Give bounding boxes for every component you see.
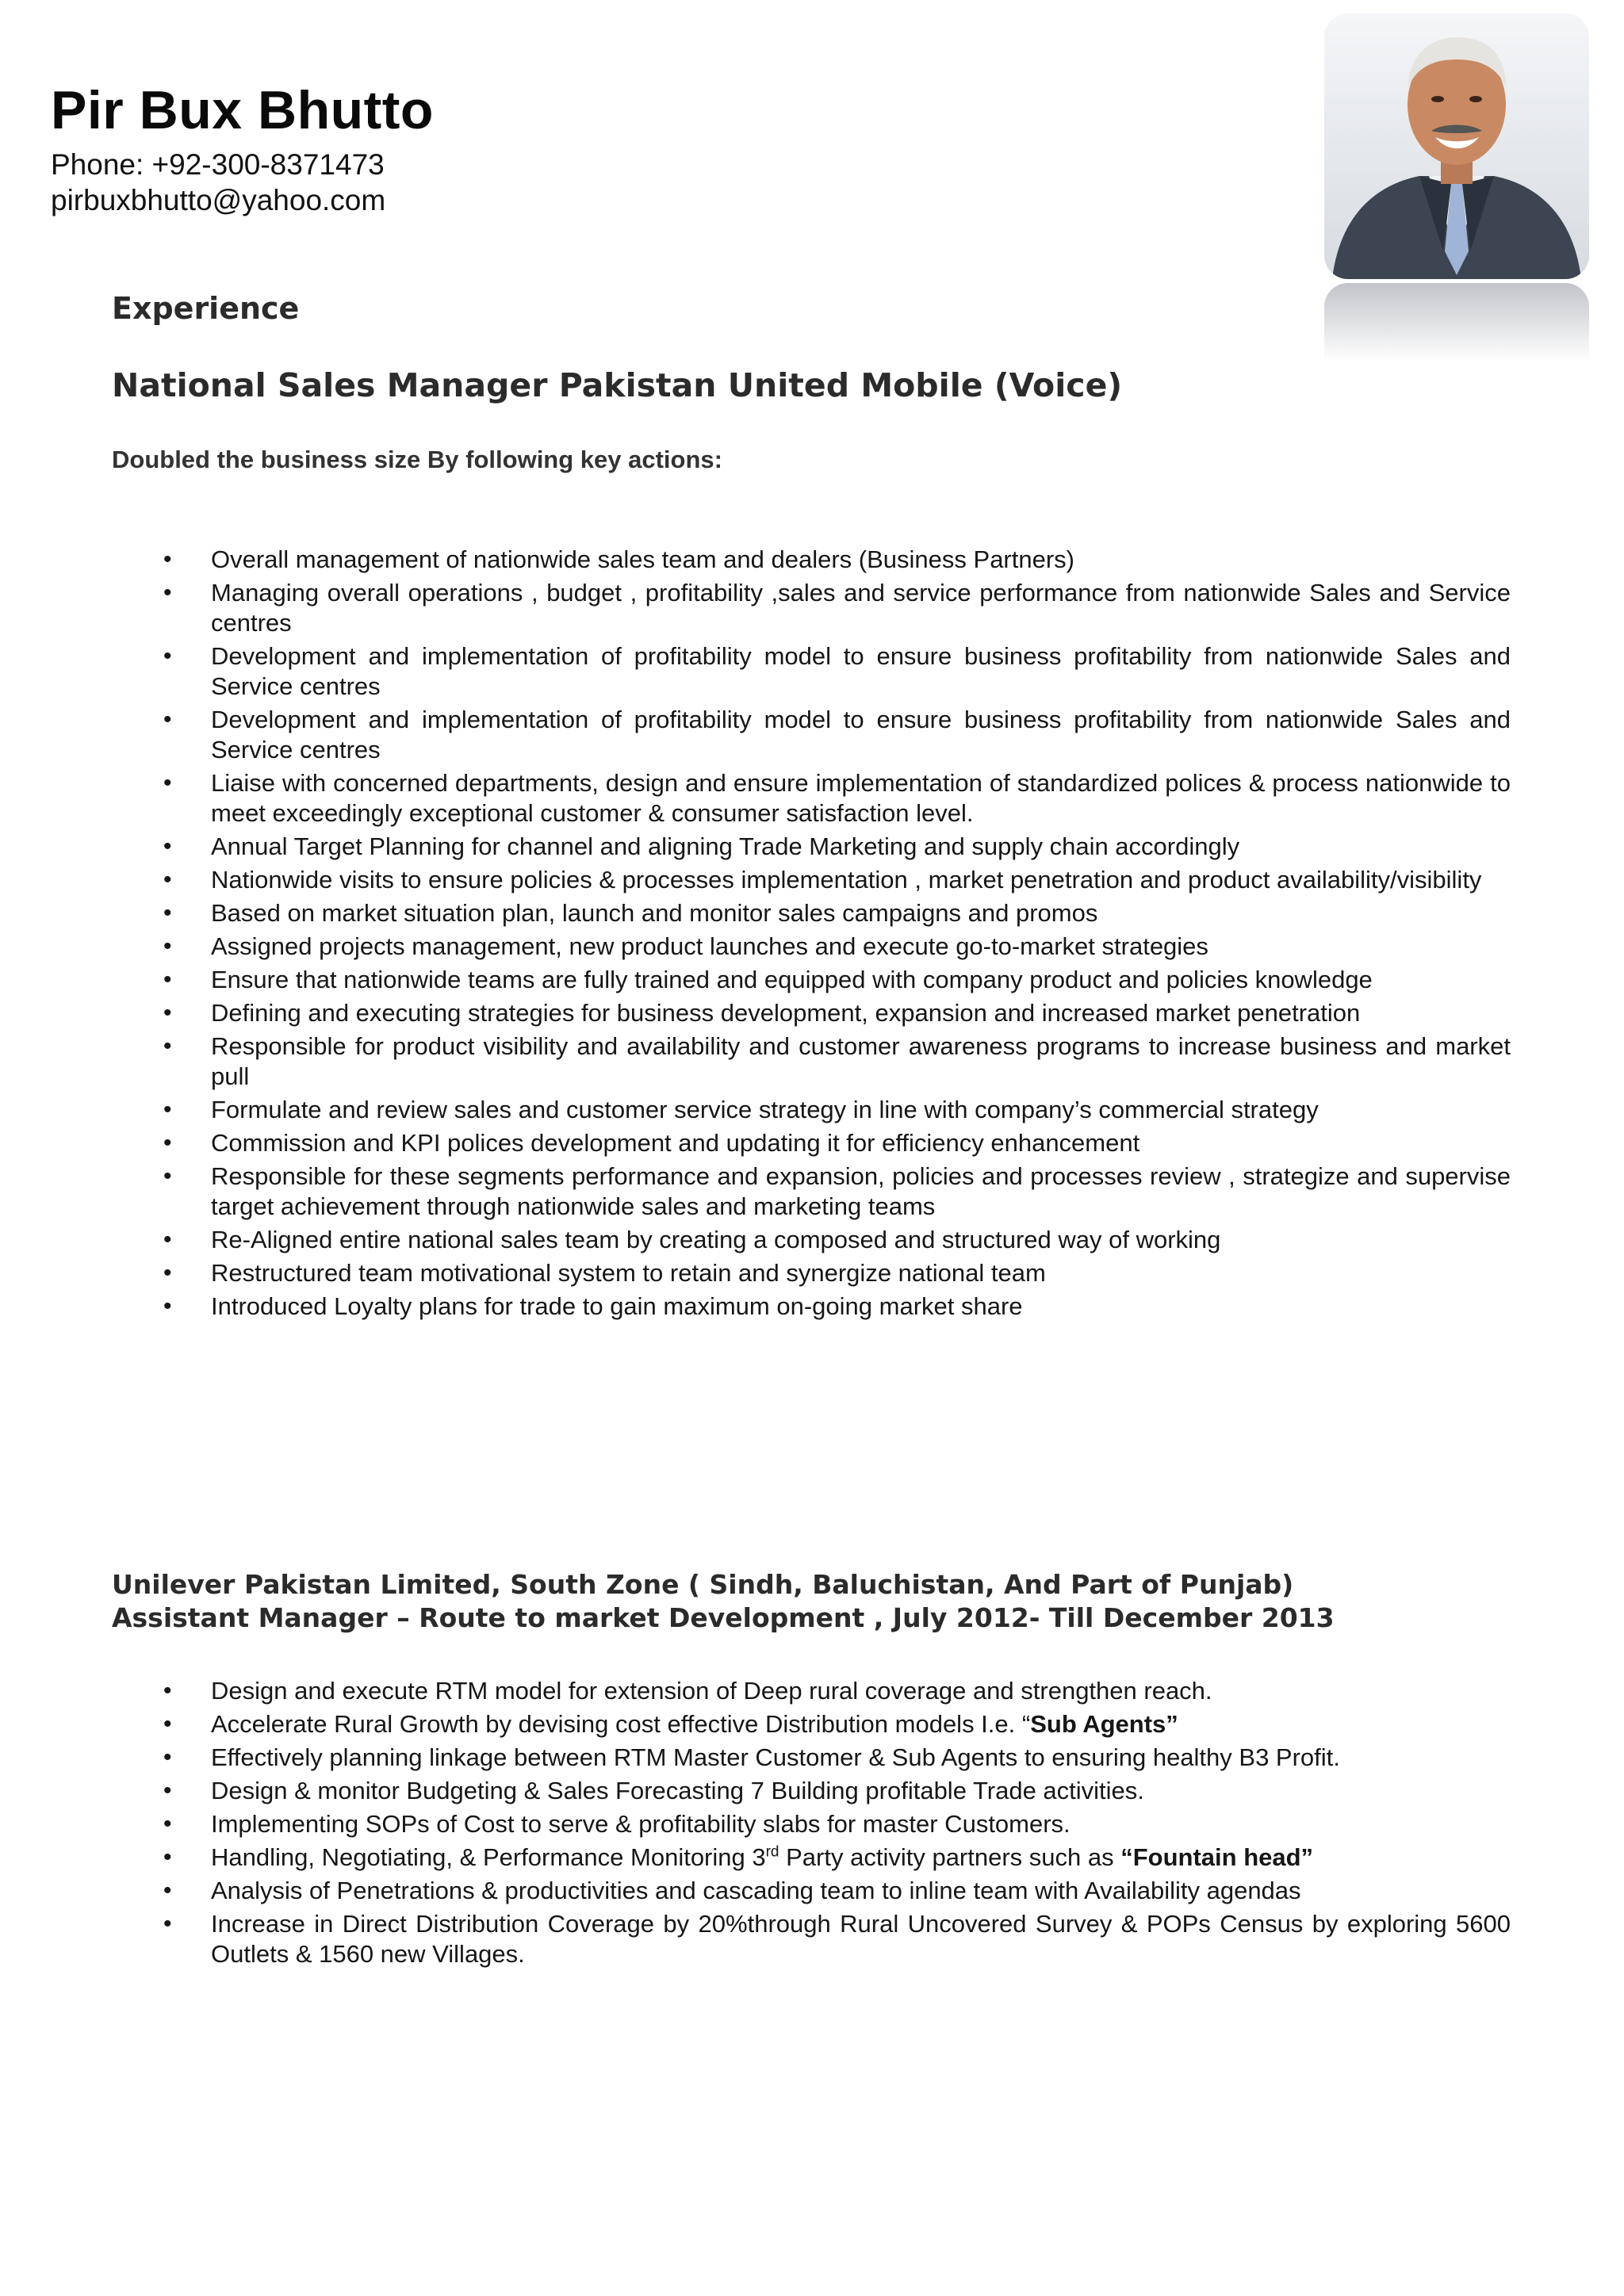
list-item: • Responsible for these segments performance and expansion, policies and processes review , strategize and supervise target achievement through nationwide sales and marketing teams [112, 1161, 1511, 1222]
photo-reflection [1324, 283, 1589, 362]
list-item: • Overall management of nationwide sales team and dealers (Business Partners) [112, 545, 1511, 575]
sub-agents-emphasis: Sub Agents” [1030, 1710, 1178, 1738]
list-item: • Effectively planning linkage between RTM Master Customer & Sub Agents to ensuring healthy B3 Profit. [112, 1743, 1511, 1773]
list-item: • Assigned projects management, new product launches and execute go-to-market strategies [112, 932, 1511, 962]
job2-header [112, 1568, 1335, 1635]
list-item: • Defining and executing strategies for business development, expansion and increased market penetration [112, 998, 1511, 1028]
phone-number: Phone: +92-300-8371473 [51, 148, 385, 181]
list-item: • Based on market situation plan, launch and monitor sales campaigns and promos [112, 898, 1511, 928]
fountain-head-emphasis: “Fountain head” [1120, 1843, 1314, 1871]
profile-photo [1324, 13, 1589, 279]
list-item: • Managing overall operations , budget , profitability ,sales and service performance from nationwide Sales and Service centres [112, 578, 1511, 638]
list-item-text: Accelerate Rural Growth by devising cost effective Distribution models I.e. “ [211, 1710, 1031, 1738]
job2-role: Assistant Manager – Route to market Development , July 2012- Till December 2013 [112, 1602, 1335, 1633]
list-item: • Development and implementation of profitability model to ensure business profitability from nationwide Sales and Service centres [112, 641, 1511, 702]
list-item: • Design & monitor Budgeting & Sales Forecasting 7 Building profitable Trade activities. [112, 1776, 1511, 1806]
list-item-text: Party activity partners such as [779, 1843, 1121, 1871]
list-item: • Annual Target Planning for channel and aligning Trade Marketing and supply chain accordingly [112, 832, 1511, 862]
profile-photo-frame [1324, 13, 1589, 362]
list-item [112, 1709, 1511, 1739]
list-item: • Analysis of Penetrations & productivities and cascading team to inline team with Availability agendas [112, 1876, 1511, 1906]
list-item [112, 1843, 1511, 1873]
list-item: • Responsible for product visibility and availability and customer awareness programs to increase business and market pull [112, 1031, 1511, 1092]
list-item: • Commission and KPI polices development and updating it for efficiency enhancement [112, 1128, 1511, 1158]
list-item: • Nationwide visits to ensure policies & processes implementation , market penetration and product availability/visibility [112, 865, 1511, 895]
list-item: • Formulate and review sales and customer service strategy in line with company’s commercial strategy [112, 1095, 1511, 1125]
list-item: • Design and execute RTM model for extension of Deep rural coverage and strengthen reach. [112, 1676, 1511, 1706]
job1-subtitle: Doubled the business size By following key actions: [112, 446, 722, 473]
email-address: pirbuxbhutto@yahoo.com [51, 184, 386, 216]
candidate-name: Pir Bux Bhutto [51, 80, 434, 140]
list-item: • Development and implementation of profitability model to ensure business profitability from nationwide Sales and Service centres [112, 705, 1511, 765]
ordinal-suffix: rd [765, 1843, 779, 1861]
job2-responsibilities-list [112, 1676, 1511, 1973]
list-item: • Introduced Loyalty plans for trade to gain maximum on-going market share [112, 1292, 1511, 1322]
list-item: • Increase in Direct Distribution Coverage by 20%through Rural Uncovered Survey & POPs Census by exploring 5600 Outlets & 1560 new Villages. [112, 1909, 1511, 1969]
list-item: • Ensure that nationwide teams are fully trained and equipped with company product and policies knowledge [112, 965, 1511, 995]
list-item: • Re-Aligned entire national sales team by creating a composed and structured way of working [112, 1225, 1511, 1255]
list-item-text: Handling, Negotiating, & Performance Monitoring 3 [211, 1843, 766, 1871]
portrait-icon [1324, 13, 1589, 279]
job1-responsibilities-list [112, 545, 1511, 1325]
list-item: • Implementing SOPs of Cost to serve & profitability slabs for master Customers. [112, 1809, 1511, 1839]
experience-heading: Experience [112, 291, 300, 326]
list-item: • Liaise with concerned departments, design and ensure implementation of standardized polices & process nationwide to meet exceedingly exceptional customer & consumer satisfaction level. [112, 768, 1511, 828]
job1-title: National Sales Manager Pakistan United Mobile (Voice) [112, 366, 1123, 404]
list-item: • Restructured team motivational system to retain and synergize national team [112, 1258, 1511, 1288]
job2-company: Unilever Pakistan Limited, South Zone ( Sindh, Baluchistan, And Part of Punjab) [112, 1569, 1294, 1600]
